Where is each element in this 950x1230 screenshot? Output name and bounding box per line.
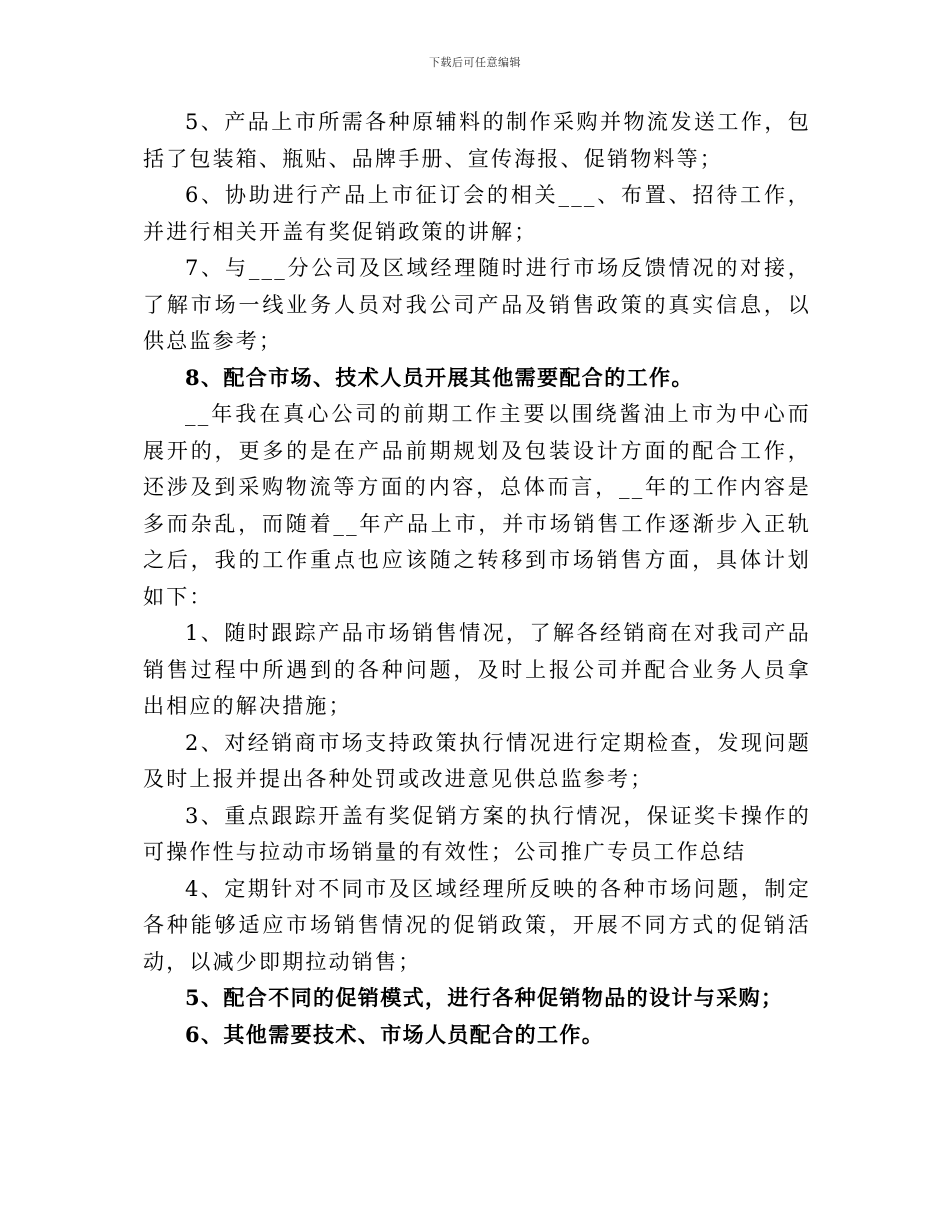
paragraph: 7、与___分公司及区域经理随时进行市场反馈情况的对接，了解市场一线业务人员对我公司产品及销售政策的真实信息，以供总监参考； — [143, 256, 811, 353]
paragraph: 3、重点跟踪开盖有奖促销方案的执行情况，保证奖卡操作的可操作性与拉动市场销量的有效性；公司推广专员工作总结 — [143, 803, 811, 864]
paragraph: 2、对经销商市场支持政策执行情况进行定期检查，发现问题及时上报并提出各种处罚或改进意见供总监参考； — [143, 730, 811, 791]
page-header: 下载后可任意编辑 — [429, 56, 521, 69]
paragraph: 6、协助进行产品上市征订会的相关___、布置、招待工作，并进行相关开盖有奖促销政策的讲解； — [143, 183, 811, 244]
paragraph-bold: 5、配合不同的促销模式，进行各种促销物品的设计与采购； — [185, 985, 784, 1010]
paragraph: 1、随时跟踪产品市场销售情况，了解各经销商在对我司产品销售过程中所遇到的各种问题，及时上报公司并配合业务人员拿出相应的解决措施； — [143, 621, 811, 718]
paragraph: 5、产品上市所需各种原辅料的制作采购并物流发送工作，包括了包装箱、瓶贴、品牌手册、宣传海报、促销物料等； — [143, 110, 811, 171]
paragraph: 4、定期针对不同市及区域经理所反映的各种市场问题，制定各种能够适应市场销售情况的促销政策，开展不同方式的促销活动，以减少即期拉动销售； — [143, 876, 811, 974]
document-body — [143, 104, 811, 1053]
paragraph-bold: 6、其他需要技术、市场人员配合的工作。 — [185, 1021, 605, 1047]
paragraph-bold: 8、配合市场、技术人员开展其他需要配合的工作。 — [185, 364, 694, 390]
paragraph: __年我在真心公司的前期工作主要以围绕酱油上市为中心而展开的，更多的是在产品前期规划及包装设计方面的配合工作，还涉及到采购物流等方面的内容，总体而言，__年的工作内容是多而杂乱，而随着__年产品上市，并市场销售工作逐渐步入正轨之后，我的工作重点也应该随之转移到市场销售方面，具体计划如下： — [143, 402, 811, 609]
